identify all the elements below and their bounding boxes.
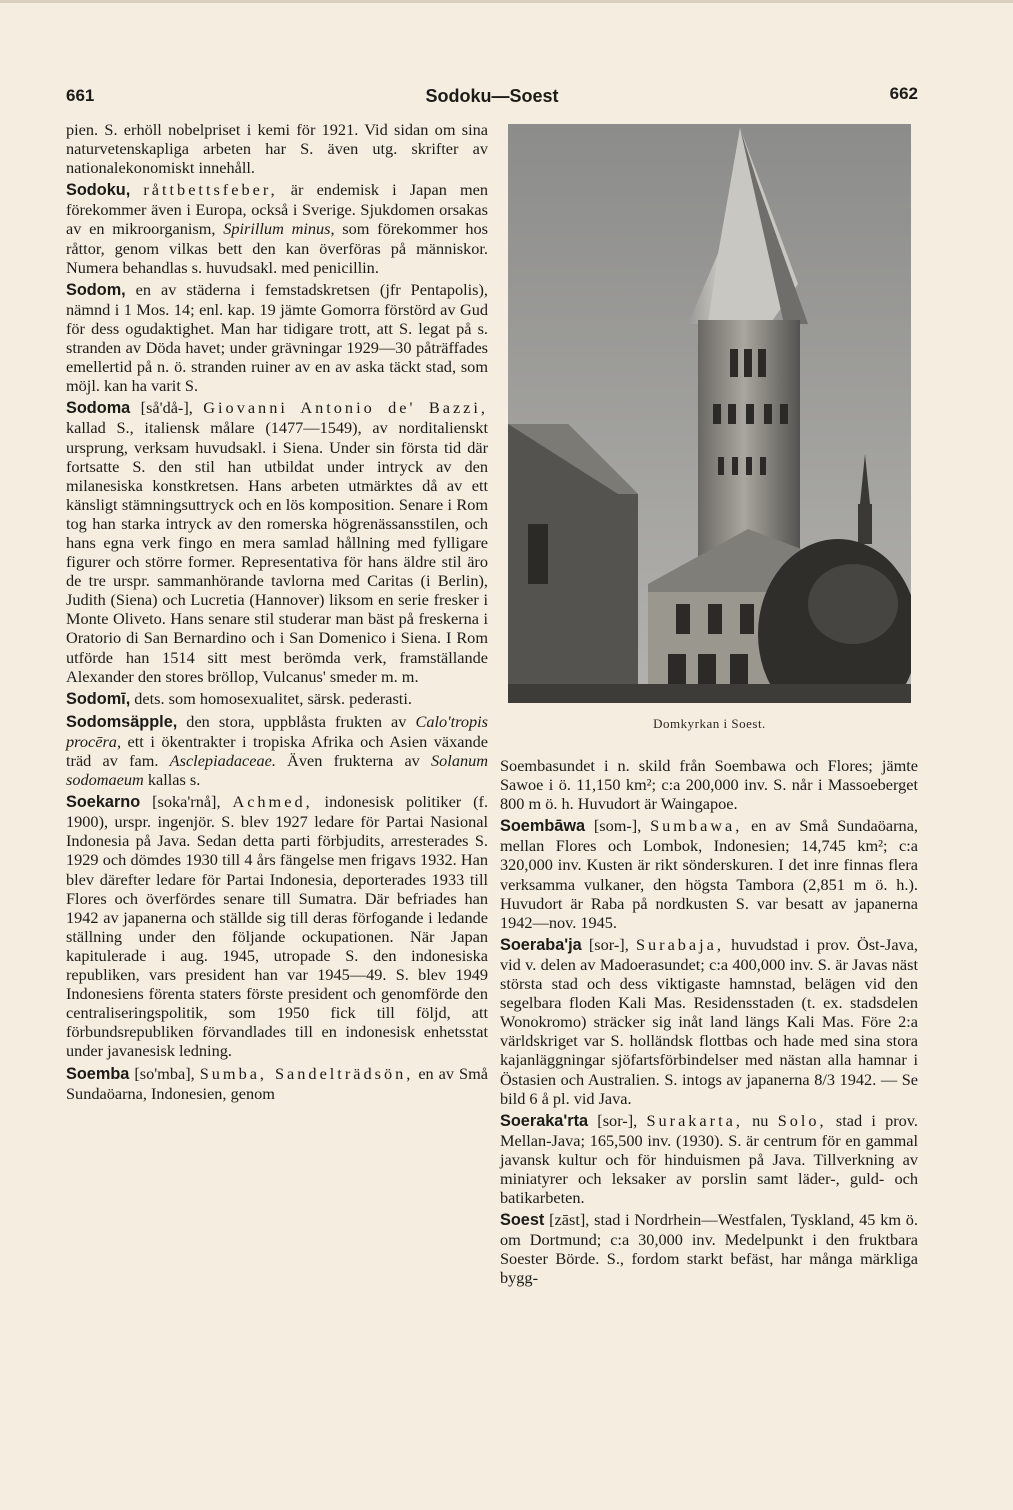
pronunciation: [soka'rnå], bbox=[140, 792, 233, 812]
latin-term: Spirillum minus, bbox=[223, 219, 335, 239]
entry-text: Även frukterna av bbox=[275, 751, 432, 770]
headword: Soest bbox=[500, 1211, 545, 1230]
entry-sodoma bbox=[66, 398, 488, 685]
pronunciation: [som-], bbox=[585, 816, 651, 836]
entry-text: som förekommer hos råttor, genom vilkas bett den kan överföras på människor. Numera behandlas s. huvudsakl. med penicillin. bbox=[66, 219, 488, 277]
entry-sodom bbox=[66, 280, 488, 396]
photo-caption: Domkyrkan i Soest. bbox=[653, 716, 766, 731]
page-number-left: 661 bbox=[66, 86, 95, 105]
entry-text: den stora, uppblåsta frukten av bbox=[177, 711, 416, 731]
entry-text: kallad S., italiensk målare (1477—1549), av norditalienskt ursprung, verksam huvudsakl. i Siena. Under sin första tid där fortsatte S. den stil han utbildat under intryck av den milanesiska konstkretsen. Hans arbeten utmärktes då av ett känsligt stämningsuttryck och en lös komposition. Senare i Rom tog han starka intryck av den romerska högrenässansstilen, och hans egna verk fingo en mera samlad hållning med fylligare figurer och större former. Representativa för hans äldre stil äro de tre urspr. sammanhörande tavlorna med Caritas (i Berlin), Judith (Siena) och Lucretia (Hannover) liksom en serie fresker i Monte Oliveto. Hans senare stil studerar man bäst på freskerna i Oratorio di San Bernardino och i San Domenico i Siena. I Rom utförde han 1514 sitt mest berömda verk, framställande Alexander den stores bröllop, Vulcanus' smeder m. m. bbox=[66, 418, 488, 686]
headword: Sodoma bbox=[66, 399, 131, 418]
headword: Soemba bbox=[66, 1064, 130, 1083]
entry-text: dets. som homosexualitet, särsk. pederasti. bbox=[130, 688, 412, 708]
entry-text: ett i ökentrakter i tropiska Afrika och Asien växande träd av fam. bbox=[66, 731, 488, 770]
running-title: Sodoku—Soest bbox=[425, 86, 559, 106]
spaced-term: Sumbawa, bbox=[650, 816, 743, 836]
spaced-term: Surabaja, bbox=[635, 934, 724, 954]
entry-text: indonesisk politiker (f. 1900), urspr. ingenjör. S. blev 1927 ledare för Partai Nasional Indonesia på Java. Sedan detta parti förbjudits, arresterades S. 1929 och dömdes 1930 till 4 års fängelse men frigavs 1932. Han blev därefter ledare för Partai Indonesia, deporterades 1933 till Flores och överfördes senare till Sumatra. Där befriades han 1942 av japanerna och ställde sig till deras förfogande i ledande ställning under den följande ockupationen. När Japan kapitulerade i aug. 1945, utropade S. den indonesiska republiken, vars president han var 1945—49. S. blev 1949 Indonesiens förenta staters förste president och genomförde den centraliseringspolitik, som 1950 fick till följd, att förbundsrepubliken förvandlades till en indonesisk enhetsstat under javanesisk ledning. bbox=[66, 792, 489, 1061]
cathedral-photo bbox=[508, 124, 911, 703]
pronunciation: [so'mba], bbox=[129, 1063, 200, 1083]
headword: Soekarno bbox=[66, 793, 141, 812]
entry-soekarno bbox=[66, 792, 488, 1060]
spaced-term: Solo, bbox=[777, 1110, 827, 1130]
entry-text: en av städerna i femstadskretsen (jfr Pentapolis), nämnd i 1 Mos. 14; enl. kap. 19 jämte Gomorra förstörd av Gud för dess ogudaktighet. Man har tidigare trott, att S. legat på s. stranden av Döda havet; under grävningar 1929—30 påträffades emellertid på n. ö. stranden ruiner av en av aska täckt stad, som möjl. kan ha varit S. bbox=[66, 279, 488, 396]
pronunciation: [sor-], bbox=[588, 1110, 647, 1130]
entry-text: nu bbox=[742, 1110, 778, 1130]
headword: Soeraka'rta bbox=[500, 1111, 589, 1130]
entry-text: huvudstad i prov. Öst-Java, vid v. delen av Madoerasundet; c:a 400,000 inv. S. är Javas näst största stad och dess viktigaste hamnstad, belägen vid den segelbara floden Kali Mas. Residensstaden (t. ex. stadsdelen Wonokromo) sträcker sig inåt land längs Kali Mas. Före 2:a världskriget var S. holländsk flottbas och hade med sina stora kajanläggningar sjöfartsförbindelser med nästan alla hamnar i Östasien och Australien. S. intogs av japanerna 8/3 1942. — Se bild 6 å pl. vid Java. bbox=[500, 934, 918, 1108]
entry-text: är endemisk i Japan men förekommer även i Europa, också i Sverige. Sjukdomen orsakas av en mikroorganism, bbox=[66, 180, 488, 239]
page-header bbox=[66, 86, 918, 116]
top-edge bbox=[0, 0, 1013, 3]
entry-text: stad i prov. Mellan-Java; 165,500 inv. (1930). S. är centrum för en gammal javansk kultur och för hinduismen på Java. Tillverkning av miniatyrer och leksaker av porslin samt läder-, guld- och batikarbeten. bbox=[500, 1110, 918, 1208]
left-column bbox=[66, 120, 488, 1103]
entry-sodoku bbox=[66, 180, 488, 276]
entry-sodomsapple bbox=[66, 712, 488, 789]
headword: Sodom, bbox=[66, 280, 126, 299]
headword: Sodomī, bbox=[66, 689, 131, 708]
latin-term: Asclepiadaceae. bbox=[169, 751, 276, 770]
entry-continuation: pien. S. erhöll nobelpriset i kemi för 1921. Vid sidan om sina naturvetenskapliga arbeten har S. även utg. skrifter av nationalekonomiskt innehåll. bbox=[66, 120, 488, 178]
headword: Sodomsäpple, bbox=[66, 712, 178, 731]
headword: Soeraba'ja bbox=[500, 935, 582, 954]
entry-soembawa bbox=[500, 816, 918, 932]
entry-sodomi bbox=[66, 689, 488, 709]
entry-text: kallas s. bbox=[143, 770, 201, 790]
entry-continuation: Soembasundet i n. skild från Soembawa och Flores; jämte Sawoe i ö. 11,150 km²; c:a 200,000 inv. S. når i Massoeberget 800 m ö. h. Huvudort är Waingapoe. bbox=[500, 756, 918, 814]
spaced-term: Achmed, bbox=[232, 792, 313, 812]
page-number-right: 662 bbox=[889, 84, 918, 103]
spaced-term: Surakarta, bbox=[646, 1110, 743, 1130]
pronunciation: [sor-], bbox=[581, 934, 636, 954]
entry-text: [zāst], stad i Nordrhein—Westfalen, Tyskland, 45 km ö. om Dortmund; c:a 30,000 inv. Medelpunkt i den fruktbara Soester Börde. S., fordom starkt befäst, har många märkliga bygg- bbox=[500, 1210, 918, 1288]
entry-text: en av Små Sundaöarna, mellan Flores och Lombok, Indonesien; 14,745 km²; c:a 320,000 inv. Kusten är rikt sönderskuren. I det inre finnas flera verksamma vulkaner, den högsta Tambora (2,851 m ö. h.). Huvudort är Raba på nordkusten S. var besatt av japanerna 1942—nov. 1945. bbox=[500, 816, 918, 932]
cathedral-illustration bbox=[508, 124, 911, 703]
entry-soemba bbox=[66, 1064, 488, 1103]
entry-soerakarta bbox=[500, 1111, 918, 1207]
spaced-term: Giovanni Antonio de' Bazzi, bbox=[203, 398, 488, 418]
entry-soest bbox=[500, 1210, 918, 1287]
headword: Sodoku, bbox=[66, 181, 131, 200]
headword: Soembāwa bbox=[500, 817, 586, 836]
entry-soerabaja bbox=[500, 935, 918, 1108]
spaced-term: Sumba, Sandelträdsön, bbox=[199, 1063, 414, 1083]
entry-text: en av Små Sundaöarna, Indonesien, genom bbox=[66, 1063, 488, 1103]
latin-term: Solanum sodomaeum bbox=[66, 751, 488, 790]
latin-term: Calo'tropis procēra, bbox=[66, 711, 488, 751]
pronunciation: [så'då-], bbox=[130, 398, 204, 418]
spaced-term: råttbettsfeber, bbox=[143, 180, 278, 200]
right-column bbox=[500, 756, 918, 1288]
